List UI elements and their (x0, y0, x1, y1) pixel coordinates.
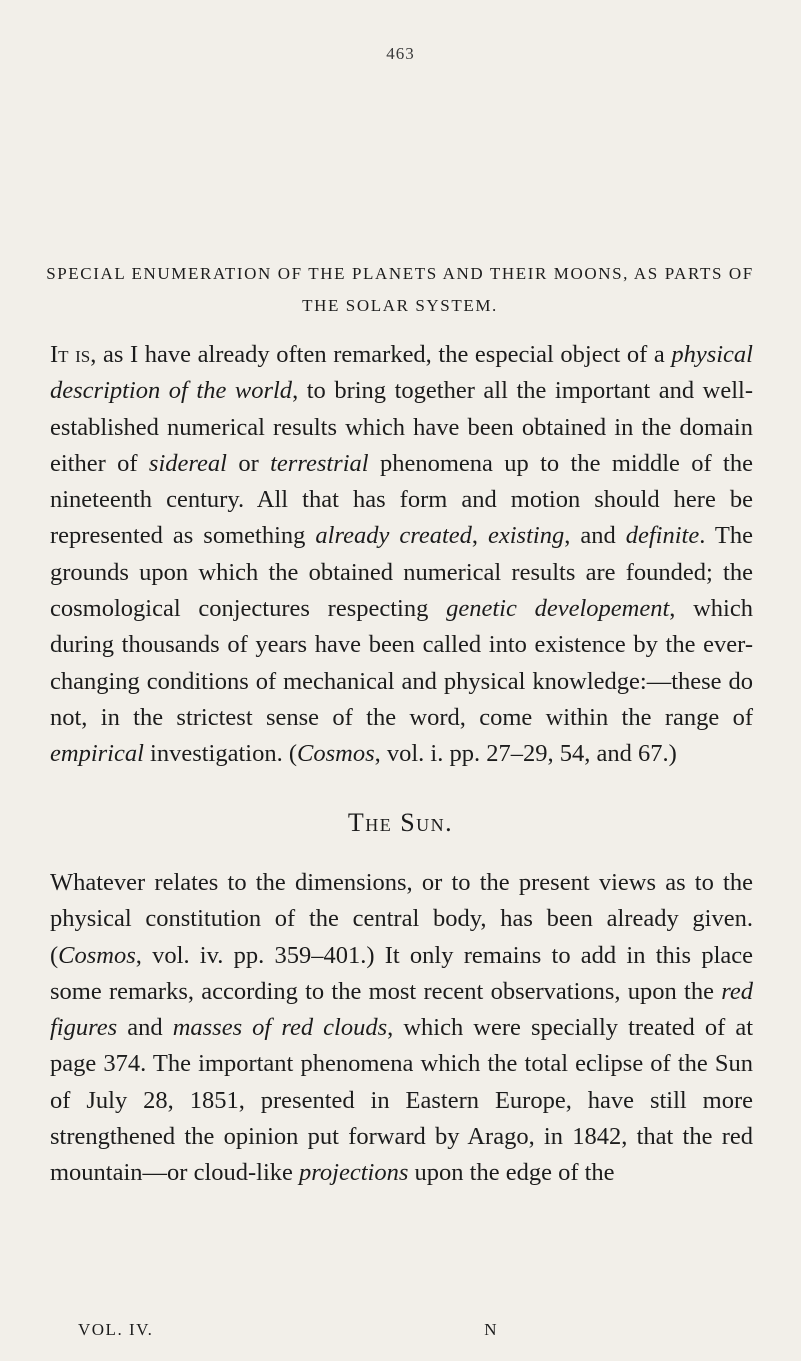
paragraph-sun (50, 865, 753, 1192)
italic-term: genetic developement (446, 595, 670, 623)
chapter-heading: SPECIAL ENUMERATION OF THE PLANETS AND THEIR MOONS, AS PARTS OF THE SOLAR SYSTEM. (46, 264, 754, 315)
page-footer (78, 1320, 498, 1340)
paragraph-text: and (117, 1014, 173, 1042)
italic-term: empirical (50, 740, 144, 768)
italic-term: definite (625, 522, 700, 550)
signature-mark: N (484, 1320, 498, 1339)
paragraph-text: , and (564, 522, 626, 550)
paragraph-text: Whatever relates to the dimensions, or to the present views as to the physical constitution of the central body, has been already given. ( (50, 869, 753, 969)
italic-term: red figures (50, 977, 753, 1042)
italic-term: existing (488, 522, 565, 550)
volume-label: VOL. IV. (78, 1320, 154, 1339)
paragraph-text: or (226, 449, 271, 477)
italic-term: sidereal (148, 449, 227, 477)
paragraph-text: . The grounds upon which the obtained numerical results are founded; the cosmological conjectures respecting (50, 522, 753, 623)
paragraph-text: , as I have already often remarked, the especial object of a (90, 341, 672, 368)
paragraph-text: phenomena up to the middle of the nineteenth century. All that has form and motion should here be represented as something (50, 449, 753, 550)
section-title: The Sun. (347, 808, 454, 837)
italic-term: physical description of the world (50, 341, 753, 405)
italic-term: projections (299, 1159, 409, 1187)
paragraph-text: , which were specially treated of at page 374. The important phenomena which the total eclipse of the Sun of July 28, 1851, presented in Eastern Europe, have still more strengthened the opinion put forward by Arago, in 1842, that the red mountain—or cloud-like (50, 1014, 753, 1187)
italic-term: Cosmos (297, 740, 375, 768)
italic-term: already created (315, 522, 472, 550)
italic-term: masses of red clouds (172, 1014, 388, 1042)
paragraph-text: , (471, 522, 488, 550)
paragraph-text: It is (50, 341, 91, 368)
italic-term: Cosmos (58, 941, 136, 969)
paragraph-text: , vol. i. pp. 27–29, 54, and 67.) (374, 740, 677, 768)
paragraph-text: , to bring together all the important and well-established numerical results which have been obtained in the domain either of (50, 377, 753, 477)
paragraph-text: , which during thousands of years have been called into existence by the ever-changing conditions of mechanical and physical knowledge:—these do not, in the strictest sense of the word, come within the range of (50, 595, 753, 731)
italic-term: terrestrial (270, 449, 369, 477)
paragraph-text: , vol. iv. pp. 359–401.) It only remains to add in this place some remarks, according to the most recent observations, upon the (50, 941, 753, 1005)
paragraph-text: investigation. ( (143, 740, 298, 768)
paragraph-text: upon the edge of the (408, 1159, 615, 1187)
paragraph-intro (50, 337, 753, 773)
page-number: 463 (386, 44, 415, 63)
